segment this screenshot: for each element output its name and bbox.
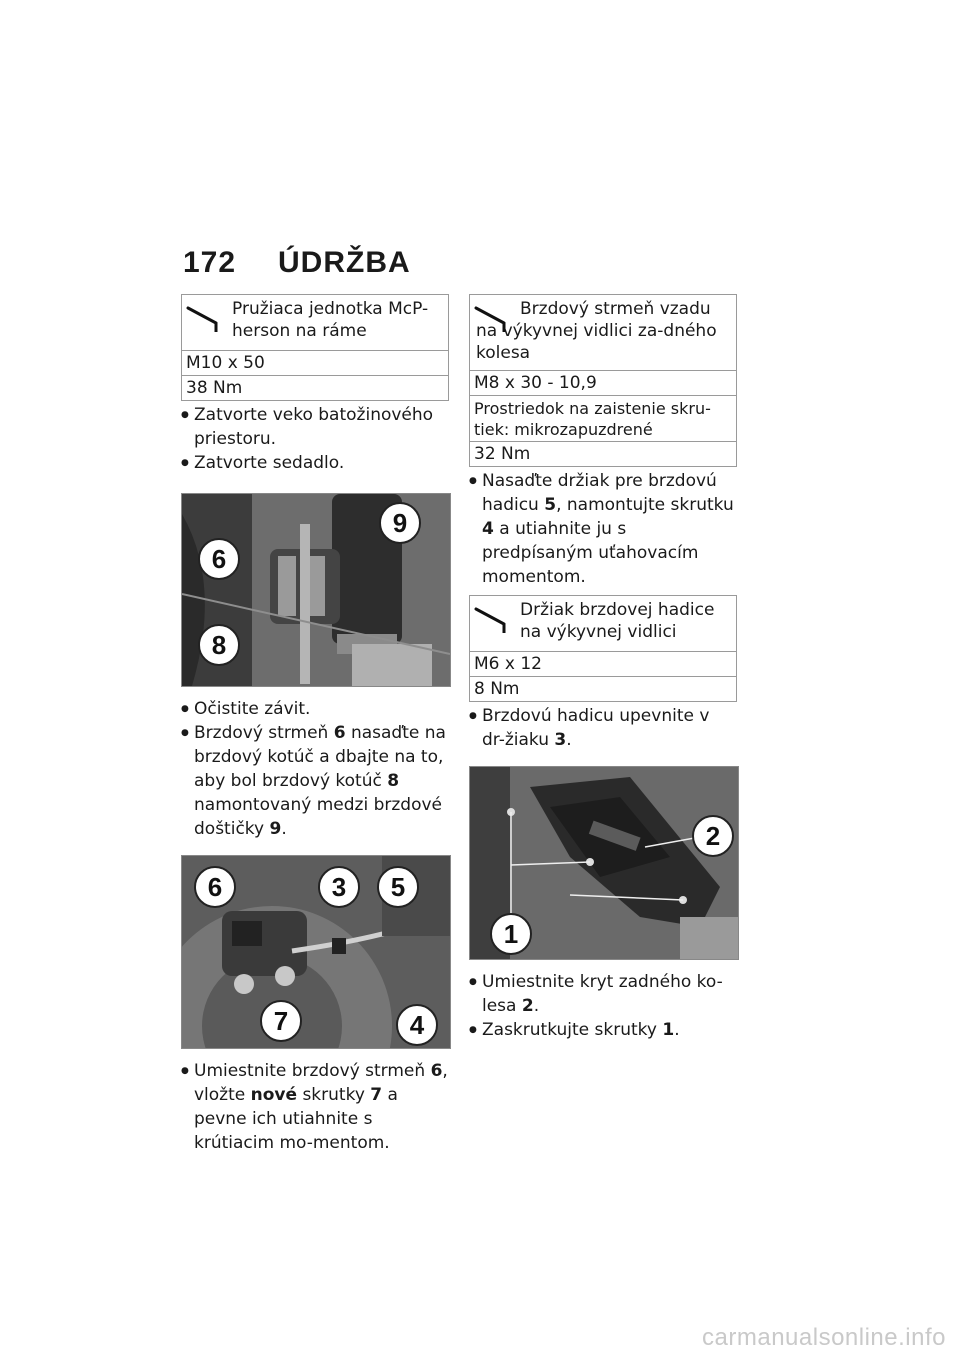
instruction-list <box>469 970 737 1042</box>
spec-row: 8 Nm <box>470 677 736 702</box>
spec-row: M6 x 12 <box>470 652 736 677</box>
torque-spec-header <box>470 596 736 652</box>
instruction-step: ● Zatvorte veko batožinového priestoru. <box>181 403 449 451</box>
callout-2: 2 <box>692 815 734 857</box>
callout-6: 6 <box>194 866 236 908</box>
spec-title: Brzdový strmeň vzadu na výkyvnej vidlici za-dného kolesa <box>476 299 717 363</box>
spec-title: Pružiaca jednotka McP-herson na ráme <box>232 299 429 341</box>
torque-wrench-icon <box>186 305 226 335</box>
chapter-title: ÚDRŽBA <box>278 246 411 279</box>
spec-row: Prostriedok na zaistenie skru-tiek: mikrozapuzdrené <box>470 396 736 442</box>
instruction-step: ● Umiestnite kryt zadného ko-lesa 2. <box>469 970 737 1018</box>
callout-8: 8 <box>198 624 240 666</box>
torque-spec-header <box>182 295 448 351</box>
figure-brake-caliper-front <box>181 493 451 687</box>
right-column <box>469 294 737 1042</box>
callout-1: 1 <box>490 913 532 955</box>
spec-row: 38 Nm <box>182 376 448 401</box>
torque-spec-table <box>469 294 737 467</box>
site-watermark: carmanualsonline.info <box>702 1324 946 1351</box>
spec-row: M8 x 30 - 10,9 <box>470 371 736 396</box>
instruction-step: ● Zatvorte sedadlo. <box>181 451 449 475</box>
figure-brake-caliper-mounted <box>181 855 451 1049</box>
instruction-step: ● Brzdový strmeň 6 nasaďte na brzdový kotúč a dbajte na to, aby bol brzdový kotúč 8 namontovaný medzi brzdové doštičky 9. <box>181 721 449 841</box>
instruction-step: ● Brzdovú hadicu upevnite v dr-žiaku 3. <box>469 704 737 752</box>
callout-7: 7 <box>260 1000 302 1042</box>
callout-6: 6 <box>198 538 240 580</box>
instruction-list <box>181 403 449 475</box>
instruction-list <box>469 469 737 589</box>
instruction-list <box>181 697 449 841</box>
torque-spec-table <box>469 595 737 702</box>
torque-wrench-icon <box>474 305 514 335</box>
callout-9: 9 <box>379 502 421 544</box>
callout-5: 5 <box>377 866 419 908</box>
torque-spec-header <box>470 295 736 371</box>
left-column <box>181 294 449 1155</box>
spec-row: 32 Nm <box>470 442 736 467</box>
instruction-list <box>469 704 737 752</box>
page-header <box>183 246 411 280</box>
callout-3: 3 <box>318 866 360 908</box>
torque-wrench-icon <box>474 606 514 636</box>
instruction-list <box>181 1059 449 1155</box>
torque-spec-table <box>181 294 449 401</box>
callout-4: 4 <box>396 1004 438 1046</box>
instruction-step: ● Umiestnite brzdový strmeň 6, vložte nové skrutky 7 a pevne ich utiahnite s krútiacim mo-mentom. <box>181 1059 449 1155</box>
page-number: 172 <box>183 246 237 279</box>
figure-rear-wheel-cover <box>469 766 739 960</box>
spec-row: M10 x 50 <box>182 351 448 376</box>
spec-title: Držiak brzdovej hadice na výkyvnej vidlici <box>520 600 715 642</box>
instruction-step: ● Očistite závit. <box>181 697 449 721</box>
instruction-step: ● Zaskrutkujte skrutky 1. <box>469 1018 737 1042</box>
instruction-step: ● Nasaďte držiak pre brzdovú hadicu 5, namontujte skrutku 4 a utiahnite ju s predpísaným uťahovacím momentom. <box>469 469 737 589</box>
